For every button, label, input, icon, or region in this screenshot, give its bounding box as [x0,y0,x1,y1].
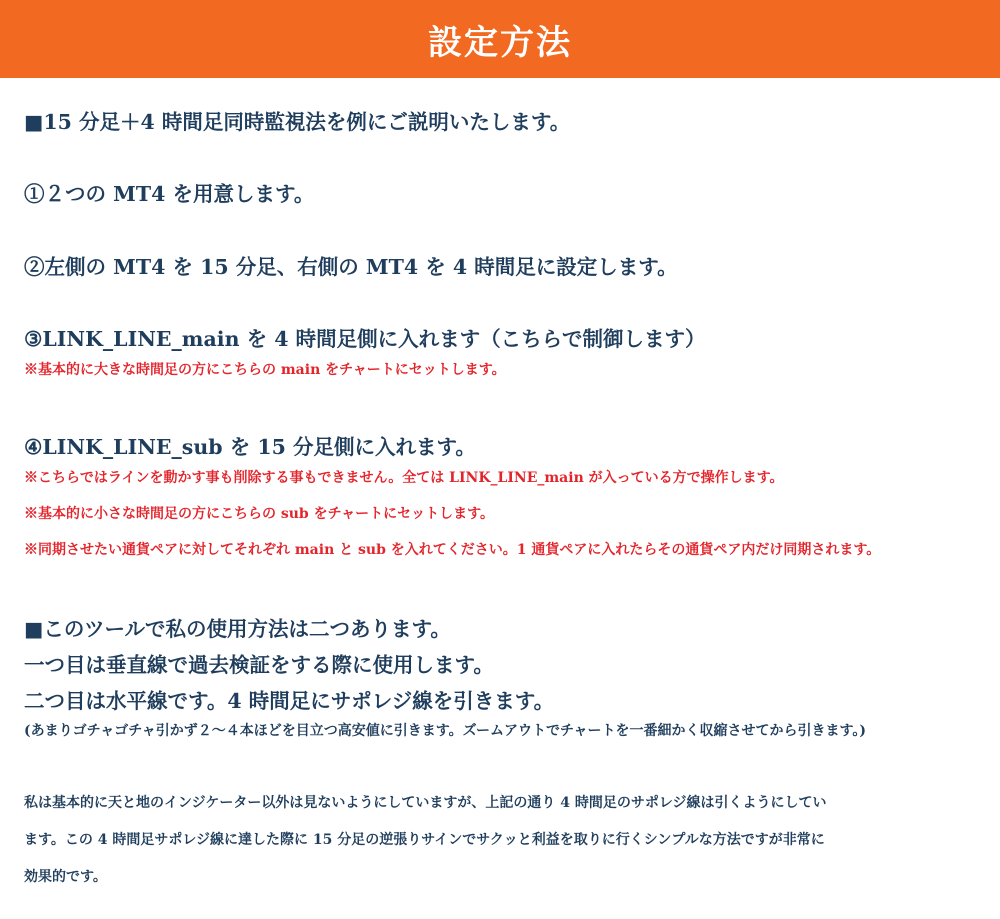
step-3-note: ※基本的に大きな時間足の方にこちらの main をチャートにセットします。 [24,362,506,378]
usage-line-2: 二つ目は水平線です。4 時間足にサポレジ線を引きます。 [24,689,555,713]
usage-heading: ■このツールで私の使用方法は二つあります。 [24,617,451,641]
header-banner [0,0,1000,78]
usage-line-1: 一つ目は垂直線で過去検証をする際に使用します。 [24,653,494,677]
step-3: ③LINK_LINE_main を 4 時間足側に入れます（こちらで制御します） [24,327,706,351]
summary-line-1: 私は基本的に天と地のインジケーター以外は見ないようにしていますが、上記の通り 4 時間足のサポレジ線は引くようにしてい [24,795,827,811]
summary-line-2: ます。この 4 時間足サポレジ線に達した際に 15 分足の逆張りサインでサクッと利益を取りに行くシンプルな方法ですが非常に [24,832,825,848]
step-4: ④LINK_LINE_sub を 15 分足側に入れます。 [24,435,476,459]
usage-line-3: (あまりゴチャゴチャ引かず２～４本ほどを目立つ高安値に引きます。ズームアウトでチャートを一番細かく収縮させてから引きます。) [24,723,867,739]
step-2: ②左側の MT4 を 15 分足、右側の MT4 を 4 時間足に設定します。 [24,255,678,279]
step-4-note: ※こちらではラインを動かす事も削除する事もできません。全ては LINK_LINE_main が入っている方で操作します。 [24,470,784,486]
step-4-note: ※基本的に小さな時間足の方にこちらの sub をチャートにセットします。 [24,506,495,522]
step-1: ①２つの MT4 を用意します。 [24,182,315,206]
summary-line-3: 効果的です。 [24,869,107,885]
step-4-note: ※同期させたい通貨ペアに対してそれぞれ main と sub を入れてください。1 通貨ペアに入れたらその通貨ペア内だけ同期されます。 [24,542,881,558]
intro-text: ■15 分足＋4 時間足同時監視法を例にご説明いたします。 [24,110,571,134]
page-title: 設定方法 [428,22,572,63]
